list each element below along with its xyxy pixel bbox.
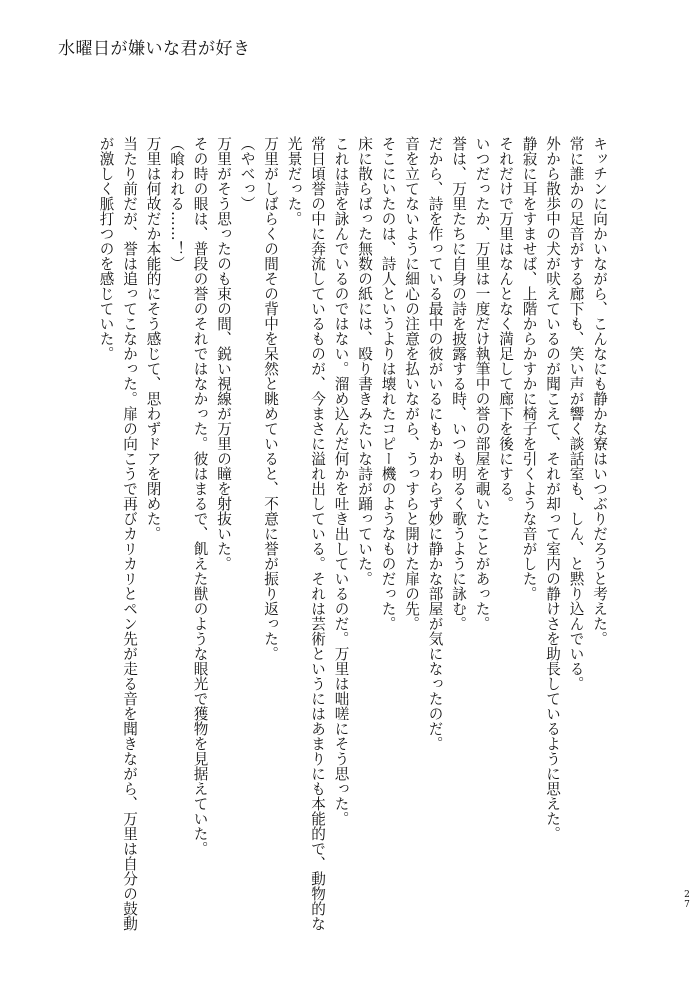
text-line: これは詩を詠んでいるのではない。溜め込んだ何かを吐き出しているのだ。万里は咄嗟にそう思った。: [332, 136, 350, 826]
page-number: 2 7: [684, 890, 690, 910]
text-line: 万里がしばらくの間その背中を呆然と眺めていると、不意に誉が振り返った。: [262, 136, 279, 661]
text-line: 当たり前だが、誉は追ってこなかった。扉の向こうで再びカリカリとペン先が走る音を聞きながら、万里は自分の鼓動: [121, 136, 138, 931]
text-line: 常日頃誉の中に奔流しているものが、今まさに溢れ出している。それは芸術というにはあまりにも本能的で、動物的な: [309, 136, 326, 931]
text-line: 音を立てないように細心の注意を払いながら、うっすらと開けた扉の先。: [403, 136, 420, 631]
text-line: だから、詩を作っている最中の彼がいるにもかかわらず妙に静かな部屋が気になったのだ。: [426, 136, 444, 751]
running-header-title: 水曜日が嫌いな君が好き: [58, 39, 251, 59]
text-line: 外から散歩中の犬が吠えているのが聞こえて、それが却って室内の静けさを助長しているように思えた。: [544, 136, 561, 841]
text-line: そこにいたのは、詩人というよりは壊れたコピー機のようなものだった。: [379, 136, 397, 631]
text-line: 静寂に耳をすませば、上階からかすかに椅子を引くような音がした。: [520, 136, 538, 601]
text-line: 床に散らばった無数の紙には、殴り書きみたいな詩が踊っていた。: [356, 136, 373, 586]
text-line: その時の眼は、普段の誉のそれではなかった。彼はまるで、飢えた獣のような眼光で獲物を見据えていた。: [191, 136, 209, 856]
text-line: それだけで万里はなんとなく満足して廊下を後にする。: [497, 136, 514, 511]
text-line: 誉は、万里たちに自身の詩を披露する時、いつも明るく歌うように詠む。: [450, 136, 467, 631]
text-line: （喰われる……！）: [168, 136, 185, 271]
text-line: 常に誰かの足音がする廊下も、笑い声が響く談話室も、しん、と黙り込んでいる。: [567, 136, 585, 691]
text-line: 万里は何故だか本能的にそう感じて、思わずドアを閉めた。: [144, 136, 162, 541]
text-line: キッチンに向かいながら、こんなにも静かな寮はいつぶりだろうと考えた。: [591, 136, 608, 646]
text-line: （やべっ）: [238, 136, 256, 211]
text-line: 万里がそう思ったのも束の間、鋭い視線が万里の瞳を射抜いた。: [215, 136, 232, 571]
text-line: 光景だった。: [285, 136, 303, 226]
text-line: いつだったか、万里は一度だけ執筆中の誉の部屋を覗いたことがあった。: [473, 136, 491, 631]
vertical-body-text: [94, 136, 611, 931]
text-line: が激しく脈打つのを感じていた。: [97, 136, 115, 361]
